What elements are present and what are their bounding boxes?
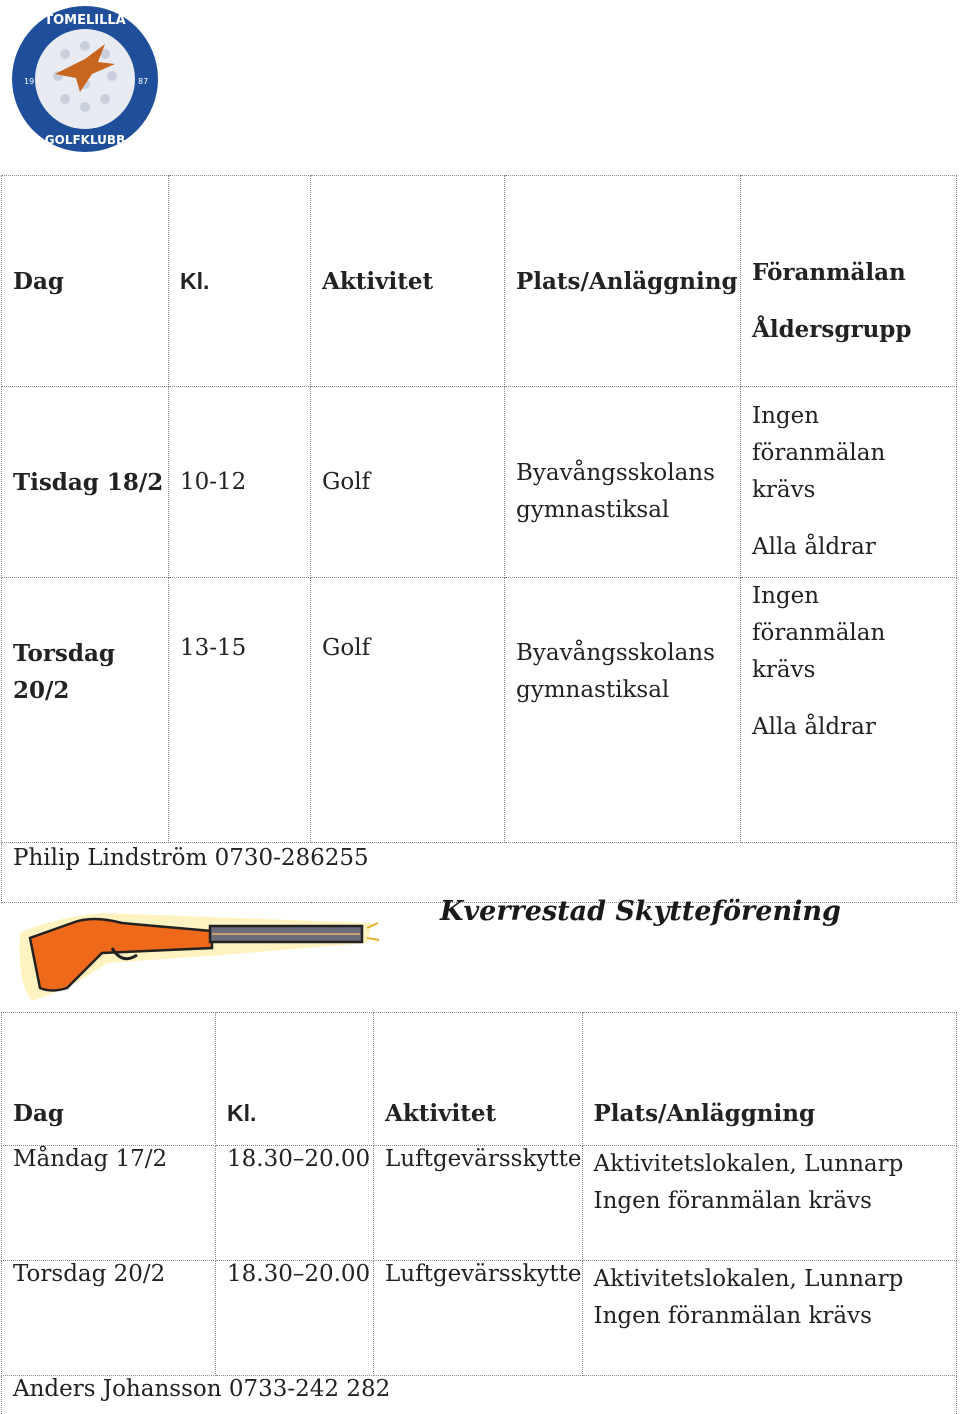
row2-alder: Alla åldrar bbox=[752, 709, 956, 746]
s-row2-plats: Aktivitetslokalen, Lunnarp bbox=[594, 1261, 956, 1298]
row1-dag: Tisdag 18/2 bbox=[2, 387, 169, 578]
s-row1-kl: 18.30–20.00 bbox=[216, 1146, 374, 1261]
table-row bbox=[2, 578, 957, 843]
s-row1-aktivitet: Luftgevärsskytte bbox=[374, 1146, 583, 1261]
table-row bbox=[2, 1261, 957, 1376]
row2-aktivitet: Golf bbox=[311, 578, 505, 843]
row2-dag-2: 20/2 bbox=[13, 672, 168, 709]
row1-plats-1: Byavångsskolans bbox=[516, 455, 740, 492]
logo-year-left: 19 bbox=[24, 77, 34, 86]
s-row2-aktivitet: Luftgevärsskytte bbox=[374, 1261, 583, 1376]
table-header-row bbox=[2, 1013, 957, 1146]
golf-club-logo bbox=[10, 4, 160, 154]
logo-text-bottom: GOLFKLUBB bbox=[45, 133, 125, 147]
header-foranmalan: Föranmälan bbox=[752, 254, 956, 291]
row1-plats-2: gymnastiksal bbox=[516, 492, 740, 529]
header-aktivitet: Aktivitet bbox=[311, 176, 505, 387]
row1-alder: Alla åldrar bbox=[752, 529, 956, 566]
s-row2-anm: Ingen föranmälan krävs bbox=[594, 1298, 956, 1335]
s-header-plats: Plats/Anläggning bbox=[582, 1013, 956, 1146]
header-dag: Dag bbox=[2, 176, 169, 387]
logo-text-top: TOMELILLA bbox=[44, 13, 126, 28]
row2-dag-1: Torsdag bbox=[13, 635, 168, 672]
s-row2-dag: Torsdag 20/2 bbox=[2, 1261, 216, 1376]
shooting-schedule-table bbox=[1, 1012, 957, 1414]
row2-plats-2: gymnastiksal bbox=[516, 672, 740, 709]
row2-kl: 13-15 bbox=[169, 578, 311, 843]
row1-anm-2: föranmälan krävs bbox=[752, 435, 956, 509]
s-row1-dag: Måndag 17/2 bbox=[2, 1146, 216, 1261]
s-header-kl: Kl. bbox=[216, 1013, 374, 1146]
table-row bbox=[2, 1146, 957, 1261]
row1-anm-1: Ingen bbox=[752, 398, 956, 435]
row2-anm-1: Ingen bbox=[752, 578, 956, 615]
golf-contact: Philip Lindström 0730-286255 bbox=[2, 843, 957, 903]
row2-plats-1: Byavångsskolans bbox=[516, 635, 740, 672]
header-kl: Kl. bbox=[169, 176, 311, 387]
s-row2-kl: 18.30–20.00 bbox=[216, 1261, 374, 1376]
row1-kl: 10-12 bbox=[169, 387, 311, 578]
s-row1-anm: Ingen föranmälan krävs bbox=[594, 1183, 956, 1220]
shooting-club-title: Kverrestad Skytteförening bbox=[440, 896, 841, 927]
s-header-dag: Dag bbox=[2, 1013, 216, 1146]
golf-schedule-table bbox=[1, 175, 957, 903]
row1-aktivitet: Golf bbox=[311, 387, 505, 578]
rifle-illustration bbox=[12, 893, 382, 1008]
shooting-contact: Anders Johansson 0733-242 282 bbox=[2, 1376, 957, 1414]
table-row bbox=[2, 387, 957, 578]
logo-year-right: 87 bbox=[138, 77, 148, 86]
s-row1-plats: Aktivitetslokalen, Lunnarp bbox=[594, 1146, 956, 1183]
s-header-aktivitet: Aktivitet bbox=[374, 1013, 583, 1146]
row2-anm-2: föranmälan krävs bbox=[752, 615, 956, 689]
header-plats: Plats/Anläggning bbox=[505, 176, 741, 387]
table-header-row bbox=[2, 176, 957, 387]
contact-row bbox=[2, 1376, 957, 1414]
header-aldersgrupp: Åldersgrupp bbox=[752, 311, 956, 348]
